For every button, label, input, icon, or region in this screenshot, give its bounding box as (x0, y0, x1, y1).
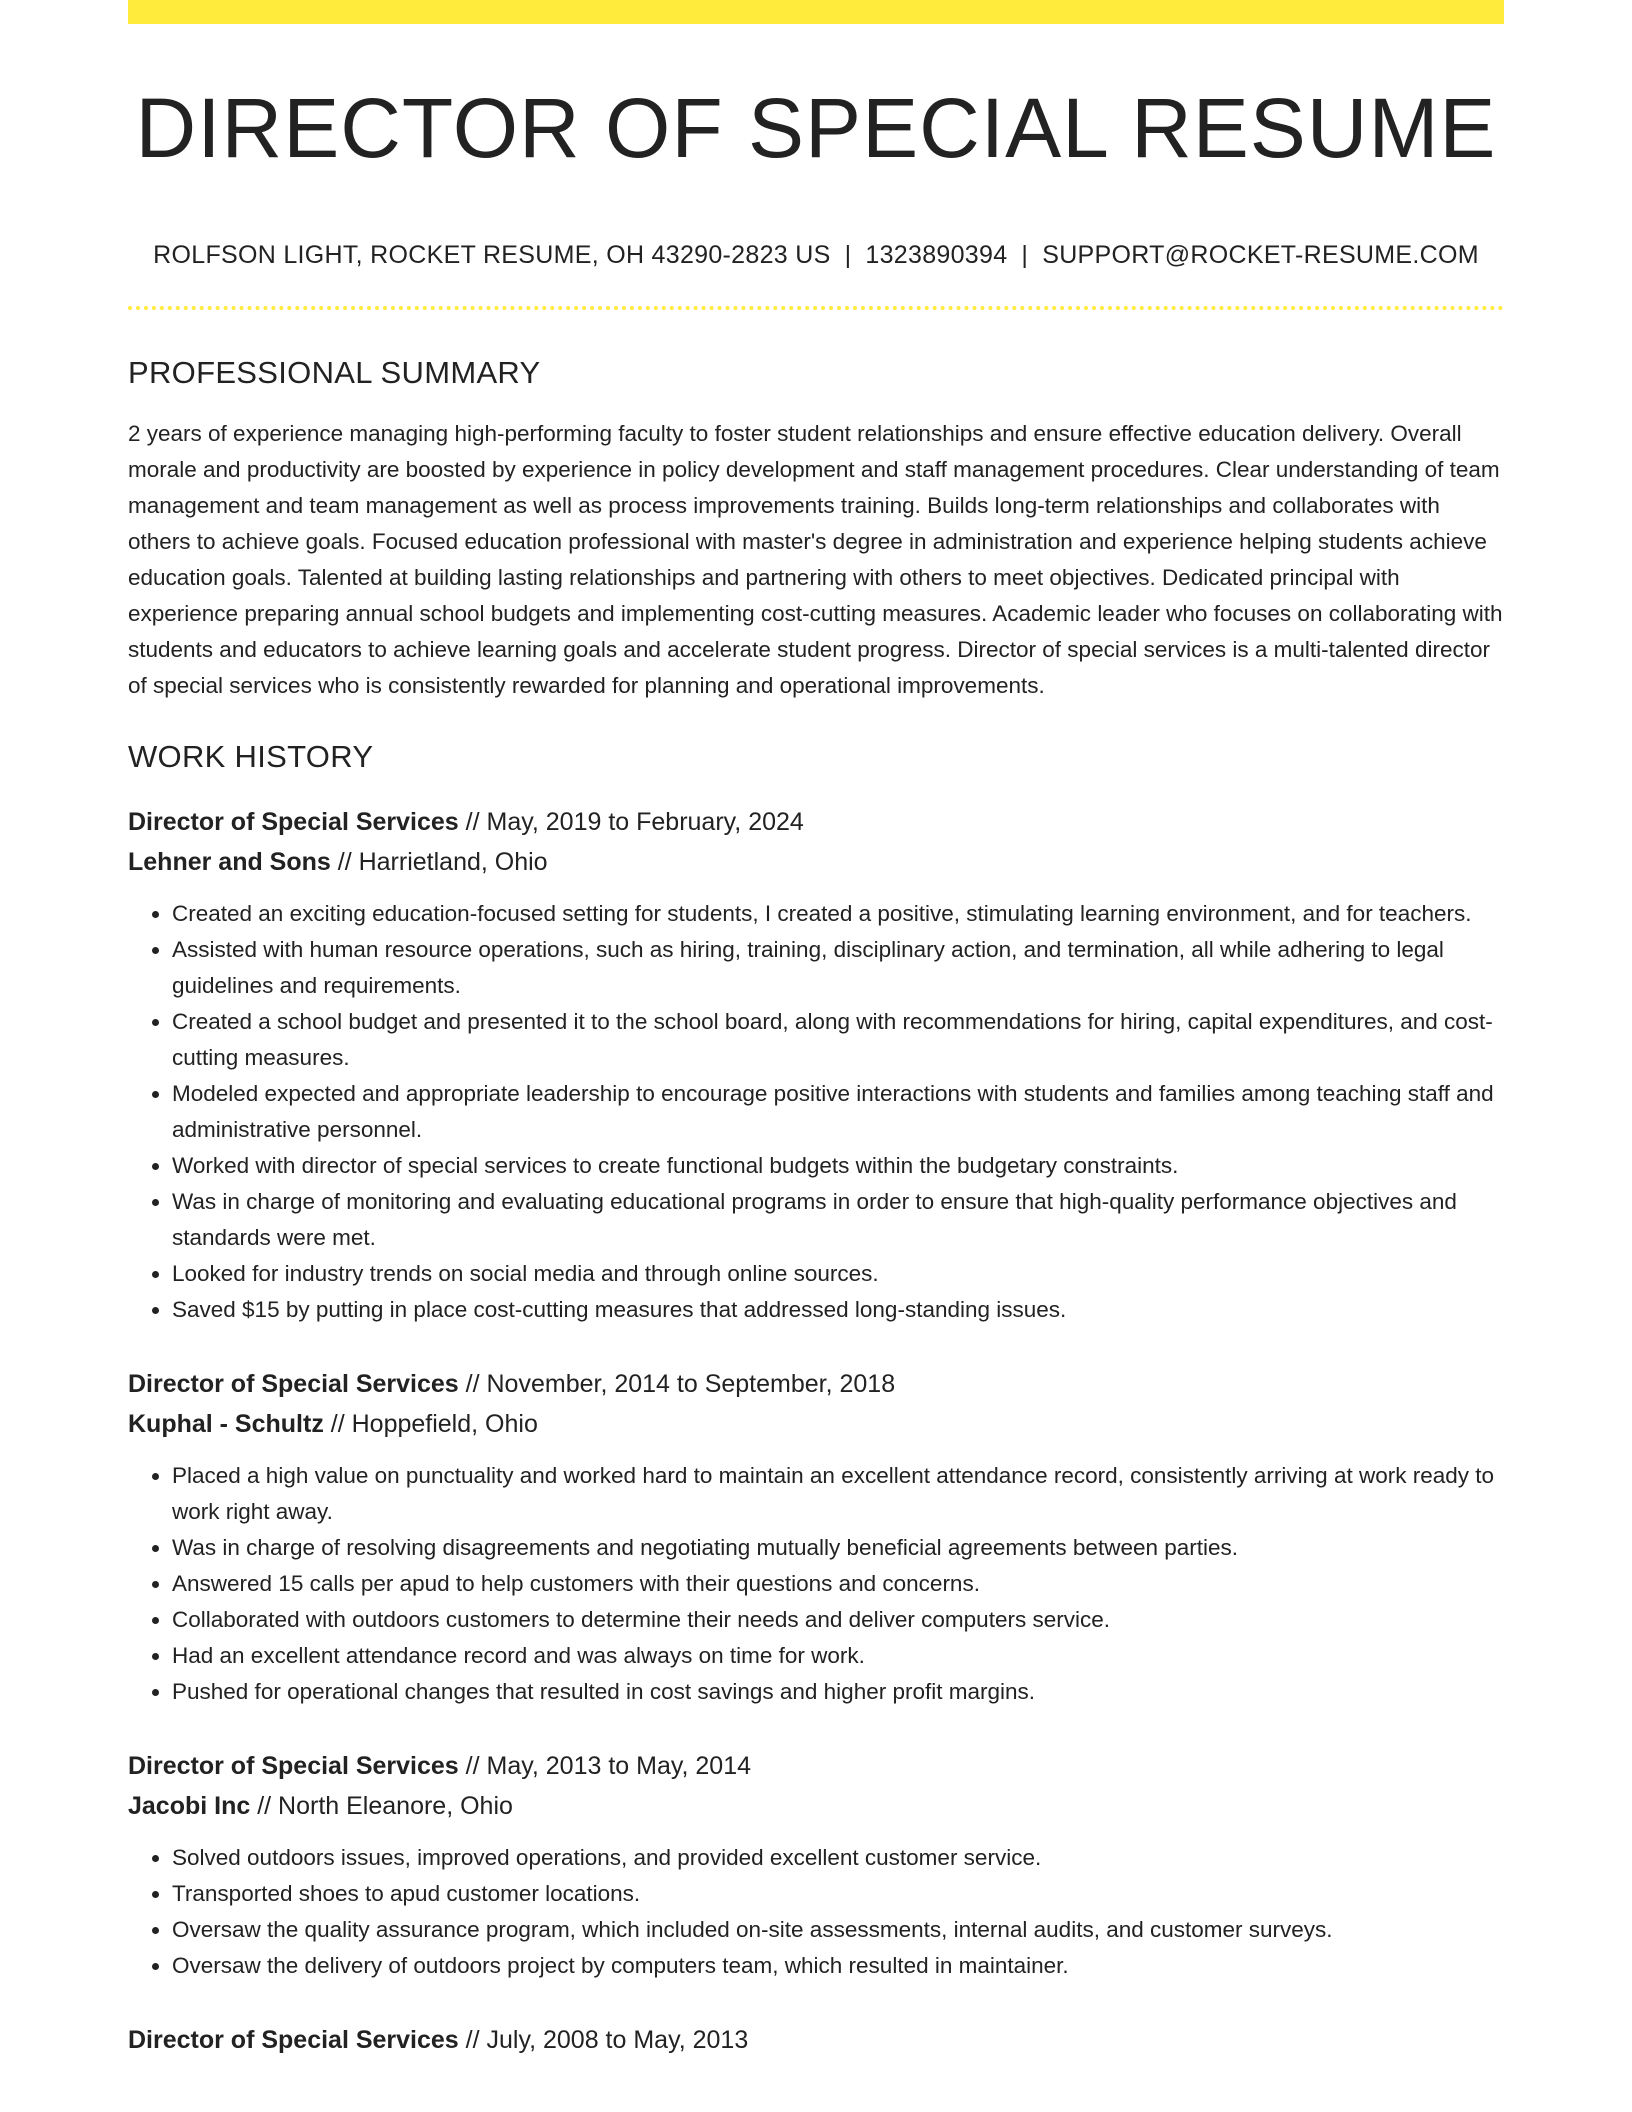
job-entry (128, 1746, 1504, 1984)
job-bullet: • Collaborated with outdoors customers to determine their needs and deliver computers service. (172, 1602, 1504, 1638)
job-entry (128, 1364, 1504, 1710)
job-company: Jacobi Inc (128, 1792, 251, 1820)
job-company-line (128, 842, 1504, 882)
job-dates: // July, 2008 to May, 2013 (458, 2026, 749, 2054)
resume-content (128, 0, 1504, 2060)
job-location: // North Eleanore, Ohio (250, 1792, 513, 1820)
job-bullet: • Transported shoes to apud customer locations. (172, 1876, 1504, 1912)
job-bullet: • Placed a high value on punctuality and worked hard to maintain an excellent attendance record, consistently arriving at work ready to work right away. (172, 1458, 1504, 1530)
job-entry (128, 802, 1504, 1328)
job-company-line (128, 1786, 1504, 1826)
job-location: // Harrietland, Ohio (330, 848, 548, 876)
job-bullet: • Saved $15 by putting in place cost-cutting measures that addressed long-standing issues. (172, 1292, 1504, 1328)
job-title-line (128, 2020, 1504, 2060)
job-title-line (128, 1364, 1504, 1404)
job-company: Lehner and Sons (128, 848, 331, 876)
job-bullet: • Looked for industry trends on social media and through online sources. (172, 1256, 1504, 1292)
job-bullet: • Was in charge of monitoring and evaluating educational programs in order to ensure that high-quality performance objectives and standards were met. (172, 1184, 1504, 1256)
job-bullet: • Assisted with human resource operations, such as hiring, training, disciplinary action, and termination, all while adhering to legal guidelines and requirements. (172, 932, 1504, 1004)
job-bullet: • Modeled expected and appropriate leadership to encourage positive interactions with students and families among teaching staff and administrative personnel. (172, 1076, 1504, 1148)
job-bullets (128, 896, 1504, 1328)
job-title: Director of Special Services (128, 1370, 459, 1398)
job-bullet: • Answered 15 calls per apud to help customers with their questions and concerns. (172, 1566, 1504, 1602)
job-bullet: • Worked with director of special services to create functional budgets within the budgetary constraints. (172, 1148, 1504, 1184)
job-bullet: • Had an excellent attendance record and was always on time for work. (172, 1638, 1504, 1674)
job-bullet: • Was in charge of resolving disagreements and negotiating mutually beneficial agreements between parties. (172, 1530, 1504, 1566)
dotted-divider (128, 306, 1504, 310)
job-bullet: • Created an exciting education-focused setting for students, I created a positive, stimulating learning environment, and for teachers. (172, 896, 1504, 932)
job-bullet: • Oversaw the quality assurance program, which included on-site assessments, internal audits, and customer surveys. (172, 1912, 1504, 1948)
job-bullet: • Solved outdoors issues, improved operations, and provided excellent customer service. (172, 1840, 1504, 1876)
job-title: Director of Special Services (128, 1752, 459, 1780)
job-dates: // November, 2014 to September, 2018 (458, 1370, 896, 1398)
job-bullet: • Created a school budget and presented it to the school board, along with recommendations for hiring, capital expenditures, and cost-cutting measures. (172, 1004, 1504, 1076)
job-title-line (128, 1746, 1504, 1786)
job-bullets (128, 1458, 1504, 1710)
job-title-line (128, 802, 1504, 842)
job-bullets (128, 1840, 1504, 1984)
contact-address: ROLFSON LIGHT, ROCKET RESUME, OH 43290-2823 US (153, 241, 831, 269)
contact-separator: | (1021, 241, 1029, 269)
summary-heading: PROFESSIONAL SUMMARY (128, 355, 541, 390)
resume-title: DIRECTOR OF SPECIAL RESUME (135, 81, 1497, 175)
work-history-heading: WORK HISTORY (128, 739, 374, 774)
job-dates: // May, 2013 to May, 2014 (458, 1752, 752, 1780)
contact-phone: 1323890394 (865, 241, 1008, 269)
job-entry (128, 2020, 1504, 2060)
contact-separator: | (844, 241, 852, 269)
job-location: // Hoppefield, Ohio (323, 1410, 538, 1438)
job-dates: // May, 2019 to February, 2024 (458, 808, 804, 836)
job-company-line (128, 1404, 1504, 1444)
job-title: Director of Special Services (128, 808, 459, 836)
summary-text: 2 years of experience managing high-performing faculty to foster student relationships and ensure effective education delivery. Overall morale and productivity are boosted by experience in policy development and staff management procedures. Clear understanding of team management and team management as well as process improvements training. Builds long-term relationships and collaborates with others to achieve goals. Focused education professional with master's degree in administration and experience helping students achieve education goals. Talented at building lasting relationships and partnering with others to meet objectives. Dedicated principal with experience preparing annual school budgets and implementing cost-cutting measures. Academic leader who focuses on collaborating with students and educators to achieve learning goals and accelerate student progress. Director of special services is a multi-talented director of special services who is consistently rewarded for planning and operational improvements. (128, 421, 1503, 698)
job-bullet: • Oversaw the delivery of outdoors project by computers team, which resulted in maintainer. (172, 1948, 1504, 1984)
contact-email: SUPPORT@ROCKET-RESUME.COM (1042, 241, 1479, 269)
job-bullet: • Pushed for operational changes that resulted in cost savings and higher profit margins. (172, 1674, 1504, 1710)
job-company: Kuphal - Schultz (128, 1410, 324, 1438)
contact-line (128, 240, 1504, 270)
job-title: Director of Special Services (128, 2026, 459, 2054)
